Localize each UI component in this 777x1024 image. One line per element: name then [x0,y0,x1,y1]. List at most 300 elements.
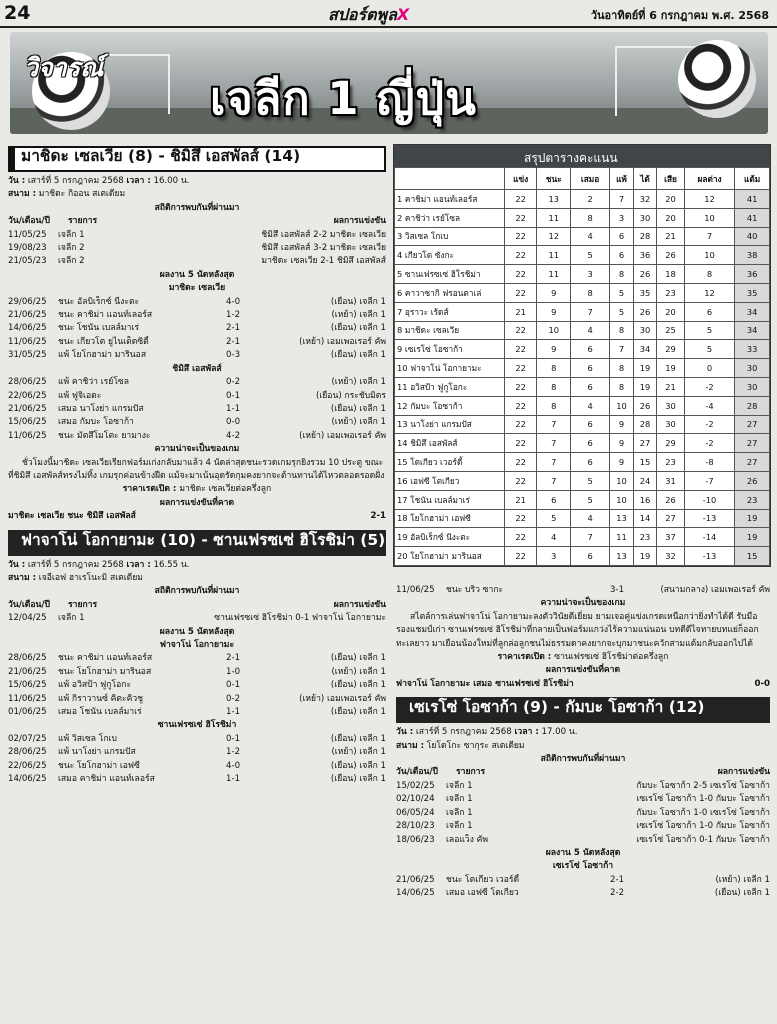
standings-cell: 22 [505,190,537,209]
standings-header: เสมอ [571,168,610,190]
match2-prediction: ฟาจาโน่ โอกายามะ เสมอ ซานเฟรซเซ่ ฮิโรชิม่า 0-0 [396,678,770,689]
standings-cell: 10 [684,246,734,265]
form-venue: (เยือน) กระชับมิตร [315,390,386,401]
form-date: 21/06/25 [8,666,47,677]
form-score: 4-0 [226,296,241,307]
form-score: 4-2 [226,430,241,441]
standings-cell: 15 [735,547,770,566]
h2h-event: เลอแว็ง คัพ [446,834,489,845]
standings-cell: 30 [657,396,685,415]
form-opponent: ชนะ โตเกียว เวอร์ดี้ [446,874,520,885]
standings-cell: 23 [657,453,685,472]
standings-cell: 9 [610,415,634,434]
standings-cell: 4 [571,227,610,246]
form-score: 2-2 [610,888,625,899]
standings-cell: 34 [735,302,770,321]
standings-cell: 11 [537,246,571,265]
standings-cell: 27 [735,453,770,472]
standings-cell: 28 [735,396,770,415]
team-name: 9 เซเรโซ่ โอซาก้า [395,340,505,359]
team-name: 14 ชิมิสึ เอสพัลส์ [395,434,505,453]
h2h-date: 21/05/23 [8,256,47,267]
h2h-row [396,793,770,806]
form-venue: (เหย้า) เอมเพอเรอร์ คัพ [299,693,386,704]
standings-cell: 22 [505,471,537,490]
standings-table [393,144,771,567]
form-opponent: เสมอ กัมบะ โอซาก้า [58,417,134,428]
standings-cell: 26 [735,471,770,490]
standings-cell: 22 [505,340,537,359]
form-row [8,652,386,665]
standings-cell: 29 [657,434,685,453]
h2h-event: เจลีก 1 [446,807,473,818]
standings-cell: 9 [610,453,634,472]
form-opponent: เสมอ โชนัน เบลล์มาเร่ [58,707,142,718]
h2h-event: เจลีก 1 [446,794,473,805]
h2h-row [8,255,386,268]
form-score: 0-2 [226,693,241,704]
form-opponent: แพ้ กิราวานซ์ คิตะคิวชู [58,693,144,704]
standings-row [395,246,770,265]
form-venue: (เหย้า) เจลีก 1 [715,874,770,885]
standings-cell: 8 [610,265,634,284]
standings-cell: 10 [610,471,634,490]
h2h-row [8,612,386,625]
form-venue: (เยือน) เจลีก 1 [330,296,386,307]
standings-cell: 0 [684,359,734,378]
standings-cell: 22 [505,359,537,378]
h2h-event: เจลีก 1 [58,613,85,624]
form-opponent: ชนะ คาชิม่า แอนท์เลอร์ส [58,310,153,321]
standings-cell: 22 [505,547,537,566]
standings-cell: 22 [505,321,537,340]
form-opponent: แพ้ อวิสป้า ฟูกูโอกะ [58,680,132,691]
right-column: 11/06/25 ชนะ บริว ซากะ 3-1 (สนามกลาง) เอมเพอเรอร์ คัพ ความน่าจะเป็นของเกม สไตล์การเล่นฟาจาโน่ โอกายามะลงตัววินัยดีเยี่ยม ยามเจอคู่แข่งเกรดเหนือกว่ายิ่งทำได้ดี รับมือรองแชมป์เก่า ซานเฟรซเซ่ ฮิโรชิม่าที่กลายเป็นฟอร์มแกว่งไร้ความแน่นอน บทดีดีไจทายบทแย่ก็ออกทะเลยาว มาเยือนน้องใหม่ที่ลูกล่อลูกชนไม่ธรรมดาคงยากจะบุกมาชนะควักสามแต้มกลับออกไปได้ ราคาเรตเปิด : ซานเฟรซเซ่ ฮิโรชิม่าต่อครึ่งลูก ผลการแข่งขันที่คาด ฟาจาโน่ โอกายามะ เสมอ ซานเฟรซเซ่ ฮิโรชิม่า 0-0 เซเรโซ่ โอซาก้า (9) - กัมบะ โอซาก้า (12) วัน : เสาร์ที่ 5 กรกฎาคม 2568 เวลา : 17.00 น. สนาม : โยโดโกะ ซากุระ สเตเดียม สถิติการพบกันที่ผ่านมา วัน/เดือน/ปี รายการ ผลการแข่งขัน 15/02/25 เจลีก 1 กัมบะ โอซาก้า 2-5 เซเรโซ่ โอซาก้า 02/10/24 เจลีก 1 เซเรโซ่ โอซาก้า 1-0 กัมบะ โอซาก้า 06/05/24 เจลีก 1 กัมบะ โอซาก้า 1-0 เซเรโซ่ โอซาก้า 28/10/23 เจลีก 1 เซเรโซ่ โอซาก้า 1-0 กัมบะ โอซาก้า 18/06/23 เลอแว็ง คัพ เซเรโซ่ โอซาก้า 0-1 กัมบะ โอซาก้า ผลงาน 5 นัดหลังสุด เซเรโซ่ โอซาก้า 21/06/25 ชนะ โตเกียว เวอร์ดี้ 2-1 (เหย้า) เจลีก 1 14/06/25 เสมอ เอฟซี โตเกียว 2-2 (เยือน) เจลีก 1 [396,584,770,901]
standings-row [395,377,770,396]
standings-cell: 3 [610,208,634,227]
standings-cell: 5 [571,490,610,509]
team-name: 13 นาโงย่า แกรมปัส [395,415,505,434]
form-venue: (เหย้า) เจลีก 1 [331,310,386,321]
standings-row [395,190,770,209]
form-venue: (เยือน) เจลีก 1 [330,707,386,718]
h2h-result: ชิมิสึ เอสพัลส์ 2-2 มาชิดะ เซลเวีย [261,229,386,240]
standings-cell: 35 [633,283,656,302]
standings-cell: 11 [537,265,571,284]
standings-cell: 6 [571,547,610,566]
standings-cell: 15 [633,453,656,472]
standings-cell: 6 [571,340,610,359]
h2h-result: ซานเฟรซเซ่ ฮิโรชิม่า 0-1 ฟาจาโน่ โอกายามะ [214,613,386,624]
standings-cell: 22 [505,246,537,265]
brand-logo: สปอร์ตพูลX [328,5,410,24]
standings-cell: 37 [657,528,685,547]
form-date: 02/07/25 [8,733,47,744]
standings-cell: 27 [657,509,685,528]
standings-cell: 7 [537,453,571,472]
form-score: 0-1 [226,733,241,744]
form-date: 21/06/25 [8,310,47,321]
standings-cell: 8 [610,377,634,396]
standings-cell: 5 [684,340,734,359]
form-venue: (เยือน) เจลีก 1 [330,323,386,334]
form-venue: (เยือน) เจลีก 1 [330,733,386,744]
standings-row [395,415,770,434]
form-row [8,706,386,719]
standings-cell: 36 [633,246,656,265]
standings-cell: 22 [505,396,537,415]
form-date: 22/06/25 [8,390,47,401]
standings-cell: 26 [657,490,685,509]
standings-cell: 27 [735,434,770,453]
standings-cell: 8 [571,208,610,227]
form-score: 1-1 [226,774,241,785]
standings-title: สรุปตารางคะแนน [394,145,770,167]
h2h-event: เจลีก 1 [446,780,473,791]
form-opponent: ชนะ เกียวโต ยูไนเต็ดซิตี้ [58,336,149,347]
form-row [8,403,386,416]
standings-cell: 14 [633,509,656,528]
standings-cell: 5 [610,302,634,321]
standings-row [395,227,770,246]
standings-cell: 23 [735,490,770,509]
form-row [8,773,386,786]
issue-date: วันอาทิตย์ที่ 6 กรกฎาคม พ.ศ. 2568 [590,9,769,22]
form-venue: (เหย้า) เจลีก 1 [331,417,386,428]
form-row [8,309,386,322]
standings-cell: 7 [537,415,571,434]
standings-cell: 10 [610,490,634,509]
form-venue: (เหย้า) เอมเพอเรอร์ คัพ [299,336,386,347]
form-row [396,874,770,887]
standings-cell: 5 [571,246,610,265]
standings-row [395,208,770,227]
standings-cell: 5 [571,471,610,490]
form-date: 11/06/25 [8,430,47,441]
h2h-row [8,229,386,242]
form-opponent: แพ้ นาโงย่า แกรมปัส [58,747,136,758]
form-score: 2-1 [226,653,241,664]
form-date: 11/06/25 [396,585,435,595]
standings-cell: 4 [571,321,610,340]
h2h-event: เจลีก 1 [446,821,473,832]
standings-cell: 34 [735,321,770,340]
standings-cell: 9 [537,283,571,302]
team-name: 20 โยโกฮาม่า มารินอส [395,547,505,566]
standings-cell: 9 [537,302,571,321]
form-score: 0-0 [226,417,241,428]
form-score: 1-1 [226,403,241,414]
standings-cell: 19 [735,509,770,528]
form-date: 28/06/25 [8,653,47,664]
standings-cell: 30 [633,208,656,227]
h2h-result: กัมบะ โอซาก้า 1-0 เซเรโซ่ โอซาก้า [636,807,770,818]
form-date: 14/06/25 [396,888,435,899]
form-venue: (เยือน) เจลีก 1 [714,888,770,899]
standings-cell: 9 [537,340,571,359]
team-name: 8 มาชิดะ เซลเวีย [395,321,505,340]
h2h-result: เซเรโซ่ โอซาก้า 0-1 กัมบะ โอซาก้า [636,834,770,845]
standings-cell: 6 [610,227,634,246]
standings-cell: 12 [684,190,734,209]
team-name: 4 เกียวโต ซังกะ [395,246,505,265]
standings-cell: -13 [684,509,734,528]
form-score: 2-1 [226,323,241,334]
standings-cell: 30 [633,321,656,340]
form-date: 29/06/25 [8,296,47,307]
h2h-result: เซเรโซ่ โอซาก้า 1-0 กัมบะ โอซาก้า [636,794,770,805]
standings-cell: 6 [571,359,610,378]
standings-cell: 30 [657,415,685,434]
h2h-event: เจลีก 2 [58,256,85,267]
standings-cell: 24 [633,471,656,490]
standings-cell: 9 [610,434,634,453]
standings-cell: 6 [610,246,634,265]
standings-cell: 26 [657,246,685,265]
page-number: 24 [4,2,31,24]
standings-cell: 28 [633,415,656,434]
standings-cell: -2 [684,377,734,396]
h2h-row [396,780,770,793]
form-opponent: ชนะ บริว ซากะ [446,585,504,595]
standings-row [395,453,770,472]
standings-cell: 20 [657,302,685,321]
standings-cell: 41 [735,190,770,209]
standings-cell: 32 [633,190,656,209]
standings-cell: 35 [735,283,770,302]
standings-row [395,302,770,321]
standings-cell: 6 [571,377,610,396]
form-score: 3-1 [610,585,625,595]
standings-cell: 27 [735,415,770,434]
form-row [8,666,386,679]
team-name: 15 โตเกียว เวอร์ดี้ [395,453,505,472]
form-date: 28/06/25 [8,377,47,388]
form-opponent: ชนะ คาชิม่า แอนท์เลอร์ส [58,653,153,664]
standings-cell: 19 [657,359,685,378]
standings-cell: 8 [610,359,634,378]
form-date: 21/06/25 [8,403,47,414]
standings-cell: 11 [537,208,571,227]
standings-row [395,321,770,340]
standings-cell: 19 [633,377,656,396]
standings-row [395,490,770,509]
standings-cell: -2 [684,415,734,434]
h2h-row [396,820,770,833]
form-date: 15/06/25 [8,680,47,691]
standings-cell: 38 [735,246,770,265]
standings-header: ชนะ [537,168,571,190]
form-score: 2-1 [226,336,241,347]
standings-header: ได้ [633,168,656,190]
form-date: 11/06/25 [8,336,47,347]
form-venue: (เยือน) เจลีก 1 [330,653,386,664]
standings-cell: 28 [633,227,656,246]
match1-info: วัน : เสาร์ที่ 5 กรกฎาคม 2568 เวลา : 16.00 น. [8,176,190,186]
team-name: 16 เอฟซี โตเกียว [395,471,505,490]
standings-cell: 8 [610,321,634,340]
standings-cell: 8 [571,283,610,302]
standings-cell: 34 [633,340,656,359]
standings-row [395,547,770,566]
team-name: 10 ฟาจาโน่ โอกายามะ [395,359,505,378]
standings-row [395,396,770,415]
h2h-event: เจลีก 1 [58,229,85,240]
match1-title: มาชิดะ เซลเวีย (8) - ชิมิสึ เอสพัลส์ (14) [8,146,386,172]
standings-cell: 13 [610,509,634,528]
h2h-result: ชิมิสึ เอสพัลส์ 3-2 มาชิดะ เซลเวีย [261,243,386,254]
standings-cell: 30 [735,377,770,396]
standings-cell: 4 [571,396,610,415]
left-column: มาชิดะ เซลเวีย (8) - ชิมิสึ เอสพัลส์ (14) วัน : เสาร์ที่ 5 กรกฎาคม 2568 เวลา : 16.00 น. สนาม : มาชิดะ กิออน สเตเดียม สถิติการพบกันที่ผ่านมา วัน/เดือน/ปี รายการ ผลการแข่งขัน 11/05/25 เจลีก 1 ชิมิสึ เอสพัลส์ 2-2 มาชิดะ เซลเวีย 19/08/23 เจลีก 2 ชิมิสึ เอสพัลส์ 3-2 มาชิดะ เซลเวีย 21/05/23 เจลีก 2 มาชิดะ เซลเวีย 2-1 ชิมิสึ เอสพัลส์ ผลงาน 5 นัดหลังสุด มาชิดะ เซลเวีย 29/06/25 ชนะ อัลบิเร็กซ์ นีงะตะ 4-0 (เยือน) เจลีก 1 21/06/25 ชนะ คาชิม่า แอนท์เลอร์ส 1-2 (เหย้า) เจลีก 1 14/06/25 ชนะ โชนัน เบลล์มาเร่ 2-1 (เยือน) เจลีก 1 11/06/25 ชนะ เกียวโต ยูไนเต็ดซิตี้ 2-1 (เหย้า) เอมเพอเรอร์ คัพ 31/05/25 แพ้ โยโกฮาม่า มารินอส 0-3 (เยือน) เจลีก 1 ชิมิสึ เอสพัลส์ 28/06/25 แพ้ คาชิว่า เรย์โซล 0-2 (เหย้า) เจลีก 1 22/06/25 แพ้ ฟูจิเอดะ 0-1 (เยือน) กระชับมิตร 21/06/25 เสมอ นาโงย่า แกรมปัส 1-1 (เยือน) เจลีก 1 15/06/25 เสมอ กัมบะ โอซาก้า 0-0 (เหย้า) เจลีก 1 11/06/25 ชนะ มัตสึโมโตะ ยามางะ 4-2 (เหย้า) เอมเพอเรอร์ คัพ ความน่าจะเป็นของเกม ชั่วโมงนี้มาชิดะ เซลเวียเรียกฟอร์มเก่งกลับมาแล้ว 4 นัดล่าสุดชนะรวดเกมรุกยิงรวม 10 ประตู ขณะที่ชิมิสึ เอสพัลส์ทรงไม่ทิ้ง เกมรุกค่อนข้างฝืด แม้จะมาเน้นอุดรัดกุมคงยากจะต้านทานได้ไหวตลอดรอดฝั่ง ราคาเรตเปิด : มาชิดะ เซลเวียต่อครึ่งลูก ผลการแข่งขันที่คาด มาชิดะ เซลเวีย ชนะ ชิมิสึ เอสพัลส์ 2-1 ฟาจาโน่ โอกายามะ (10) - ซานเฟรซเซ่ ฮิโรชิม่า (5) วัน : เสาร์ที่ 5 กรกฎาคม 2568 เวลา : 16.55 น. สนาม : เจอีเอฟ ฮาเรโนะมิ สเตเดียม สถิติการพบกันที่ผ่านมา วัน/เดือน/ปี รายการ ผลการแข่งขัน 12/04/25 เจลีก 1 ซานเฟรซเซ่ ฮิโรชิม่า 0-1 ฟาจาโน่ โอกายามะ ผลงาน 5 นัดหลังสุด ฟาจาโน่ โอกายามะ 28/06/25 ชนะ คาชิม่า แอนท์เลอร์ส 2-1 (เยือน) เจลีก 1 21/06/25 ชนะ โยโกฮาม่า มารินอส 1-0 (เหย้า) เจลีก 1 15/06/25 แพ้ อวิสป้า ฟูกูโอกะ 0-1 (เยือน) เจลีก 1 11/06/25 แพ้ กิราวานซ์ คิตะคิวชู 0-2 (เหย้า) เอมเพอเรอร์ คัพ 01/06/25 เสมอ โชนัน เบลล์มาเร่ 1-1 (เยือน) เจลีก 1 ซานเฟรซเซ่ ฮิโรชิม่า 02/07/25 แพ้ วิสเซล โกเบ 0-1 (เยือน) เจลีก 1 28/06/25 แพ้ นาโงย่า แกรมปัส 1-2 (เหย้า) เจลีก 1 22/06/25 ชนะ โยโกฮาม่า เอฟซี 4-0 (เยือน) เจลีก 1 14/06/25 เสมอ คาชิม่า แอนท์เลอร์ส 1-1 (เยือน) เจลีก 1 [8,146,386,786]
standings-row [395,359,770,378]
form-score: 2-1 [610,874,625,885]
banner-title: เจลีก 1 ญี่ปุ่น [210,72,477,125]
standings-cell: -7 [684,471,734,490]
standings-cell: 41 [735,208,770,227]
standings-cell: 6 [571,453,610,472]
standings-cell: -2 [684,434,734,453]
standings-row [395,340,770,359]
standings-row [395,528,770,547]
form-opponent: ชนะ มัตสึโมโตะ ยามางะ [58,430,151,441]
form-opponent: แพ้ ฟูจิเอดะ [58,390,102,401]
standings-cell: 5 [610,283,634,302]
form-venue: (เยือน) เจลีก 1 [330,350,386,361]
standings-cell: 33 [735,340,770,359]
standings-cell: 16 [633,490,656,509]
form-opponent: ชนะ โยโกฮาม่า เอฟซี [58,760,140,771]
form-venue: (เหย้า) เจลีก 1 [331,747,386,758]
standings-cell: 22 [505,509,537,528]
standings-cell: 4 [537,528,571,547]
standings-cell: 8 [684,265,734,284]
standings-header: แข่ง [505,168,537,190]
match1-teamB: ชิมิสึ เอสพัลส์ [172,363,222,374]
form-opponent: เสมอ คาชิม่า แอนท์เลอร์ส [58,774,155,785]
h2h-date: 06/05/24 [396,807,435,818]
h2h-date: 18/06/23 [396,834,435,845]
team-name: 18 โยโกฮาม่า เอฟซี [395,509,505,528]
standings-cell: 10 [610,396,634,415]
standings-cell: 7 [571,528,610,547]
form-date: 31/05/25 [8,350,47,361]
form-date: 28/06/25 [8,747,47,758]
form-score: 1-2 [226,310,241,321]
standings-cell: 22 [505,265,537,284]
standings-cell: 29 [657,340,685,359]
standings-cell: 7 [684,227,734,246]
form-date: 14/06/25 [8,323,47,334]
standings-cell: 20 [657,208,685,227]
match1-prediction: มาชิดะ เซลเวีย ชนะ ชิมิสึ เอสพัลส์ 2-1 [8,511,386,522]
form-opponent: แพ้ คาชิว่า เรย์โซล [58,377,130,388]
standings-cell: -8 [684,453,734,472]
form-row [8,322,386,335]
standings-cell: 7 [571,302,610,321]
form-venue: (เหย้า) เจลีก 1 [331,377,386,388]
h2h-row [396,834,770,847]
section-tag: วิจารณ์ [24,53,104,82]
standings-cell: 12 [684,283,734,302]
form-row [8,390,386,403]
team-name: 1 คาชิม่า แอนท์เลอร์ส [395,190,505,209]
standings-cell: 19 [735,528,770,547]
form-venue: (สนามกลาง) เอมเพอเรอร์ คัพ [660,585,770,595]
form-row [8,679,386,692]
form-row [8,376,386,389]
h2h-row [396,807,770,820]
h2h-date: 11/05/25 [8,229,47,240]
form-opponent: ชนะ โยโกฮาม่า มารินอส [58,666,152,677]
standings-cell: 19 [633,359,656,378]
standings-row [395,265,770,284]
form-row [8,760,386,773]
standings-cell: -4 [684,396,734,415]
standings-cell: 8 [537,359,571,378]
page-header [0,0,777,28]
match2-title: ฟาจาโน่ โอกายามะ (10) - ซานเฟรซเซ่ ฮิโรชิม่า (5) [8,530,386,556]
standings-cell: 6 [537,490,571,509]
standings-row [395,434,770,453]
form-date: 21/06/25 [396,874,435,885]
standings-cell: 11 [610,528,634,547]
form-row [8,336,386,349]
h2h-date: 12/04/25 [8,613,47,624]
standings-cell: 10 [684,208,734,227]
standings-cell: 13 [537,190,571,209]
standings-cell: 23 [657,283,685,302]
form-row [396,584,770,597]
standings-cell: 22 [505,415,537,434]
standings-cell: 22 [505,453,537,472]
form-row [8,733,386,746]
team-name: 19 อัลบิเร็กซ์ นีงะตะ [395,528,505,547]
h2h-row [8,242,386,255]
form-row [8,296,386,309]
form-date: 01/06/25 [8,707,47,718]
standings-header: แพ้ [610,168,634,190]
form-venue: (เยือน) เจลีก 1 [330,680,386,691]
team-name: 3 วิสเซล โกเบ [395,227,505,246]
form-score: 0-1 [226,680,241,691]
form-score: 0-3 [226,350,241,361]
h2h-result: กัมบะ โอซาก้า 2-5 เซเรโซ่ โอซาก้า [636,780,770,791]
standings-cell: 22 [505,283,537,302]
form-venue: (เยือน) เจลีก 1 [330,760,386,771]
form-row [8,746,386,759]
form-venue: (เยือน) เจลีก 1 [330,774,386,785]
form-score: 1-1 [226,707,241,718]
form-date: 14/06/25 [8,774,47,785]
h2h-date: 15/02/25 [396,780,435,791]
team-name: 5 ซานเฟรซเซ่ ฮิโรชิม่า [395,265,505,284]
standings-cell: 21 [505,490,537,509]
standings-header [395,168,505,190]
standings-cell: 7 [610,340,634,359]
team-name: 17 โชนัน เบลล์มาเร่ [395,490,505,509]
standings-cell: 6 [571,434,610,453]
standings-cell: 26 [633,302,656,321]
standings-cell: 40 [735,227,770,246]
standings-cell: 30 [735,359,770,378]
standings-cell: 3 [537,547,571,566]
match3-title: เซเรโซ่ โอซาก้า (9) - กัมบะ โอซาก้า (12) [396,697,770,723]
standings-cell: 21 [657,377,685,396]
standings-cell: 4 [571,509,610,528]
form-score: 1-0 [226,666,241,677]
h2h-date: 02/10/24 [396,794,435,805]
